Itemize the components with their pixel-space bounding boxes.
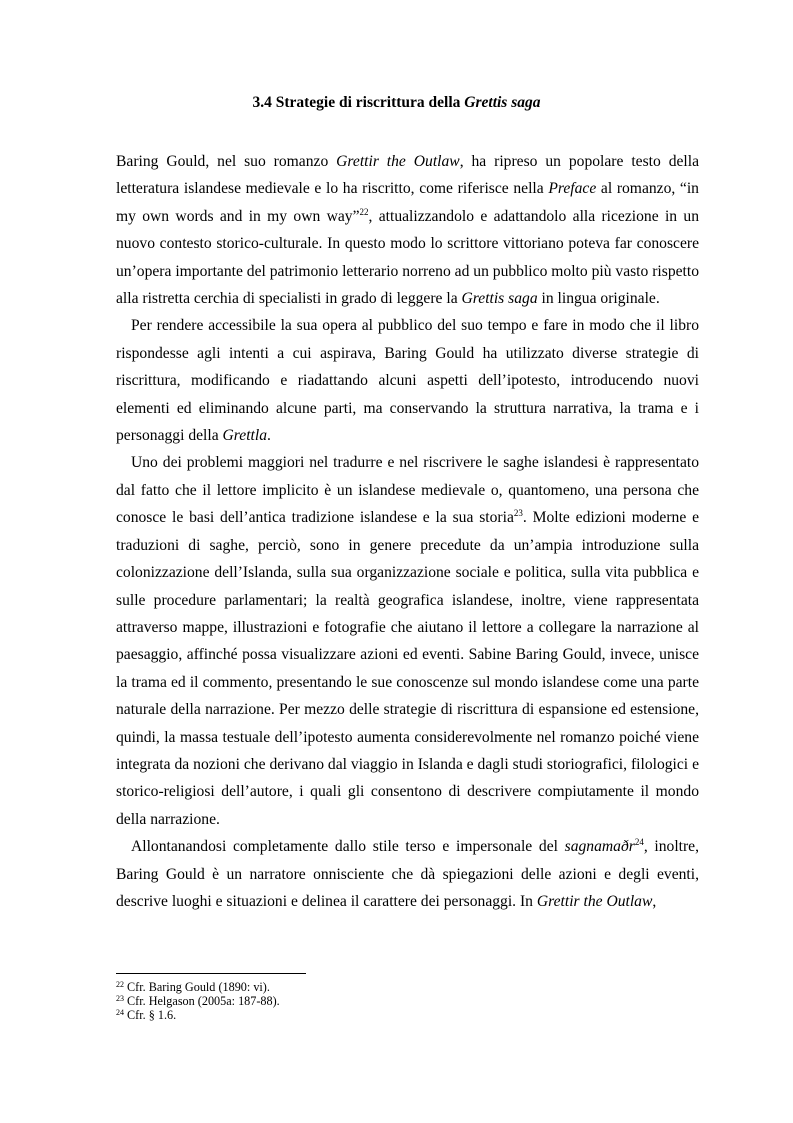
italic-text: sagnamaðr [564,838,635,856]
body-text [116,148,699,915]
italic-text: Preface [548,180,597,198]
text-run: in lingua originale. [537,290,660,308]
text-run: , inoltre, Baring Gould è un narratore onnisciente che dà spiegazioni delle azioni e degli eventi, descrive luoghi e situazioni e delinea il carattere dei personaggi. In [116,838,699,910]
italic-text: Grettir the Outlaw [336,153,460,170]
text-run: Baring Gould, nel suo romanzo [116,153,337,170]
text-run: al romanzo, “in my own words and in my own way” [116,180,699,225]
footnote [116,980,699,994]
footnote [116,1008,699,1022]
text-run: . Molte edizioni moderne e traduzioni di saghe, perciò, sono in genere precedute da un’ampia introduzione sulla colonizzazione dell’Islanda, sulla sua organizzazione sociale e politica, sulla vita pubblica e sulle procedure parlamentari; la realtà geografica islandese, inoltre, viene rappresentata attraverso mappe, illustrazioni e fotografie che aiutano il lettore a collegare la narrazione al paesaggio, affinché possa visualizzare azioni ed eventi. Sabine Baring Gould, invece, unisce la trama ed il commento, presentando le sue conoscenze sul mondo islandese come una parte naturale della narrazione. Per mezzo delle strategie di riscrittura di espansione ed estensione, quindi, la massa testuale dell’ipotesto aumenta considerevolmente nel romanzo poiché viene integrata da nozioni che derivano dal viaggio in Islanda e dagli studi storiografici, filologici e storico-religiosi dell’autore, i quali gli consentono di descrivere compiutamente il mondo della narrazione. [116,509,700,828]
paragraph [116,449,699,833]
footnote [116,994,699,1008]
footnote-text: Cfr. Helgason (2005a: 187-88). [124,994,280,1008]
paragraph [116,148,699,312]
footnote-ref: 22 [359,206,369,217]
section-heading-italic: Grettis saga [464,94,541,111]
italic-text: Grettir the Outlaw [536,892,653,910]
footnotes [116,980,699,1022]
paragraph [116,312,699,449]
footnote-number: 24 [116,1008,124,1017]
italic-text: Grettis saga [461,290,538,308]
text-run: , attualizzandolo e adattandolo alla ricezione in un nuovo contesto storico-culturale. In questo modo lo scrittore vittoriano poteva far conoscere un’opera importante del patrimonio letterario norreno ad un pubblico molto più vasto rispetto alla ristretta cerchia di specialisti in grado di leggere la [116,207,699,308]
footnote-number: 22 [116,980,124,989]
text-run: . [267,427,271,445]
footnote-ref: 24 [634,837,644,848]
section-heading-text: 3.4 Strategie di riscrittura della [252,94,465,111]
footnote-text: Cfr. Baring Gould (1890: vi). [124,980,270,994]
text-run: Per rendere accessibile la sua opera al pubblico del suo tempo e fare in modo che il libro rispondesse agli intenti a cui aspirava, Baring Gould ha utilizzato diverse strategie di riscrittura, modificando e riadattando alcuni aspetti dell’ipotesto, introducendo nuovi elementi ed eliminando alcune parti, ma conservando la struttura narrativa, la trama e i personaggi della [116,317,699,445]
footnote-number: 23 [116,994,124,1003]
text-run: Uno dei problemi maggiori nel tradurre e nel riscrivere le saghe islandesi è rappresentato dal fatto che il lettore implicito è un islandese medievale o, quantomeno, una persona che conosce le basi dell’antica tradizione islandese e la sua storia [116,454,699,527]
footnote-separator [116,973,306,974]
text-run: , ha ripreso un popolare testo della letteratura islandese medievale e lo ha riscritto, come riferisce nella [116,153,699,198]
section-heading [0,93,793,113]
paragraph [116,833,699,915]
italic-text: Grettla [222,427,267,445]
text-run: Allontanandosi completamente dallo stile terso e impersonale del [131,838,565,856]
text-run: , [652,892,657,910]
footnote-text: Cfr. § 1.6. [124,1008,177,1022]
footnote-ref: 23 [513,508,523,519]
